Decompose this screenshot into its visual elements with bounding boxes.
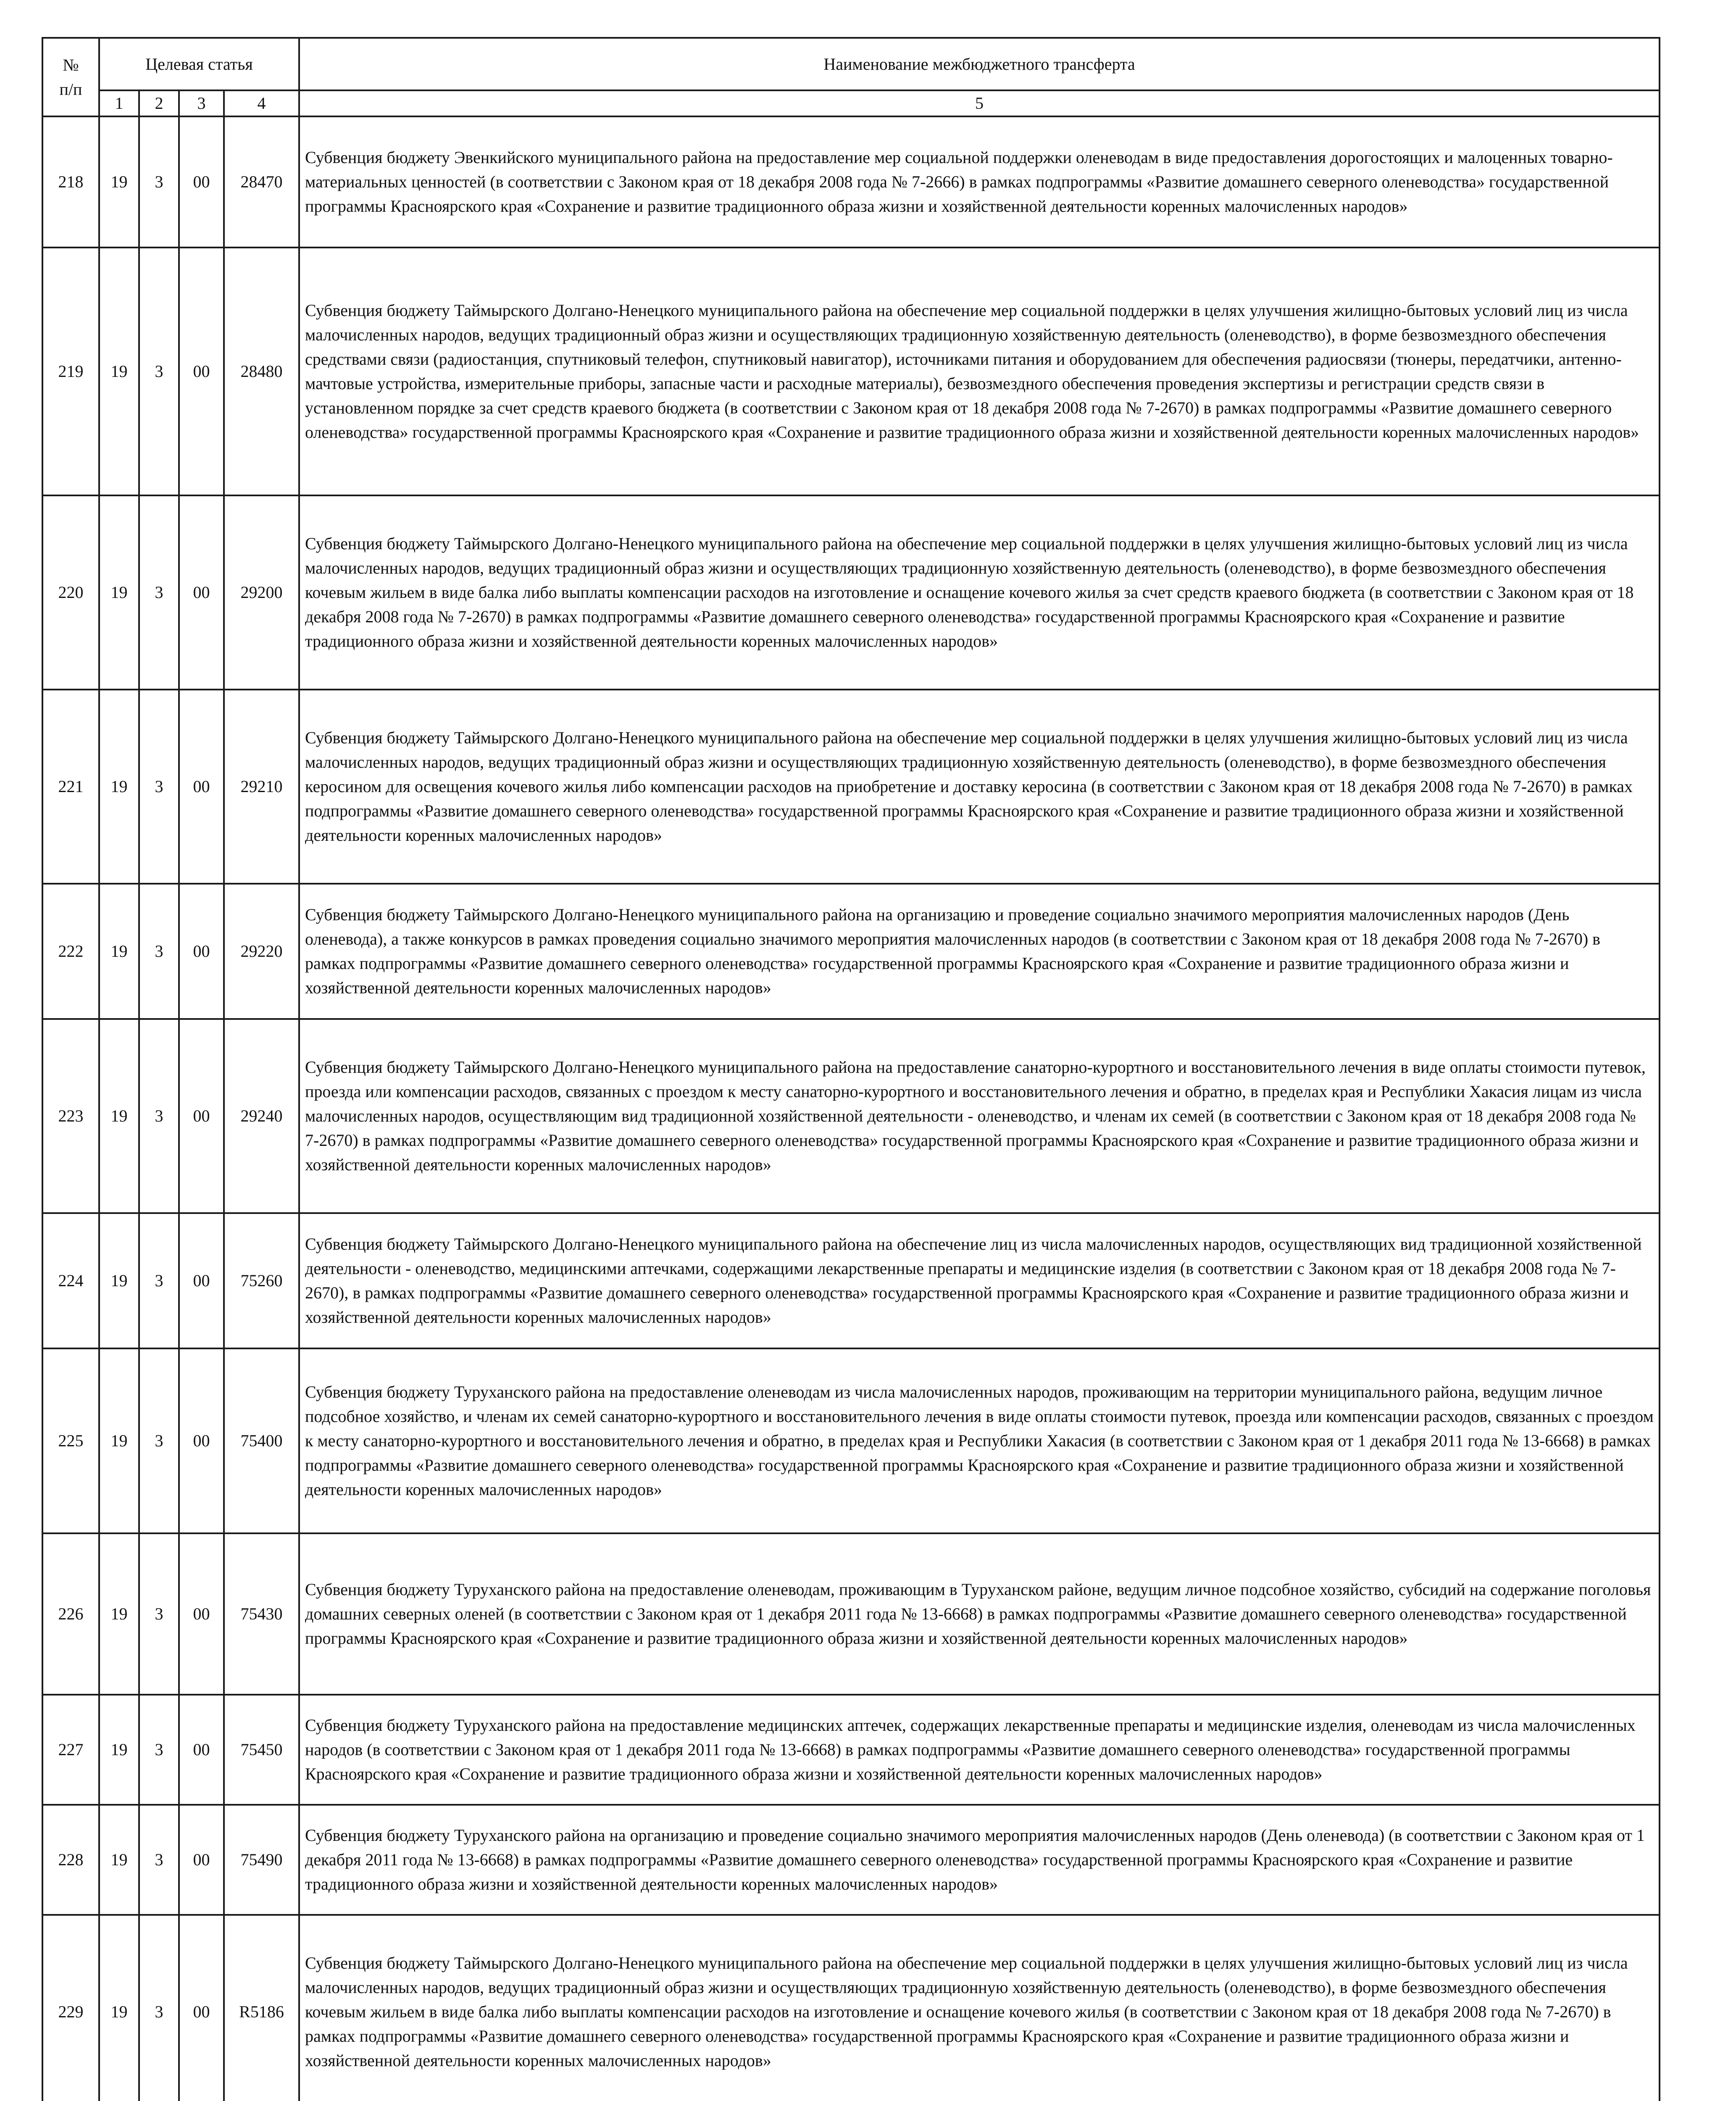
code-part-1: 19	[99, 247, 139, 495]
code-part-2: 3	[139, 247, 179, 495]
code-part-4: 75430	[224, 1533, 299, 1695]
code-part-1: 19	[99, 1213, 139, 1348]
code-part-1: 19	[99, 1533, 139, 1695]
table-row	[42, 247, 1660, 495]
row-number: 223	[42, 1019, 99, 1213]
row-number-label-1: №	[63, 55, 79, 74]
code-part-1: 19	[99, 116, 139, 247]
row-number: 226	[42, 1533, 99, 1695]
transfer-description: Субвенция бюджету Таймырского Долгано-Ненецкого муниципального района на организацию и проведение социально значимого мероприятия малочисленных народов (День оленевода), а также конкурсов в рамках проведения социально значимого мероприятия малочисленных народов (в соответствии с Законом края от 18 декабря 2008 года № 7-2670) в рамках подпрограммы «Развитие домашнего северного оленеводства» государственной программы Красноярского края «Сохранение и развитие традиционного образа жизни и хозяйственной деятельности коренных малочисленных народов»	[299, 884, 1660, 1019]
code-part-1: 19	[99, 1695, 139, 1805]
code-part-1: 19	[99, 690, 139, 884]
transfer-description: Субвенция бюджету Таймырского Долгано-Ненецкого муниципального района на предоставление санаторно-курортного и восстановительного лечения в виде оплаты стоимости путевок, проезда или компенсации расходов, связанных с проездом к месту санаторно-курортного и восстановительного лечения и обратно, в пределах края и Республики Хакасия лицам из числа малочисленных народов, осуществляющим вид традиционной хозяйственной деятельности - оленеводство, и членам их семей (в соответствии с Законом края от 18 декабря 2008 года № 7-2670) в рамках подпрограммы «Развитие домашнего северного оленеводства» государственной программы Красноярского края «Сохранение и развитие традиционного образа жизни и хозяйственной деятельности коренных малочисленных народов»	[299, 1019, 1660, 1213]
transfer-description: Субвенция бюджету Туруханского района на предоставление медицинских аптечек, содержащих лекарственные препараты и медицинские изделия, оленеводам из числа малочисленных народов (в соответствии с Законом края от 1 декабря 2011 года № 13-6668) в рамках подпрограммы «Развитие домашнего северного оленеводства» государственной программы Красноярского края «Сохранение и развитие традиционного образа жизни и хозяйственной деятельности коренных малочисленных народов»	[299, 1695, 1660, 1805]
code-part-3: 00	[179, 247, 224, 495]
column-number-3: 3	[179, 90, 224, 116]
transfer-description: Субвенция бюджету Туруханского района на предоставление оленеводам, проживающим в Туруханском районе, ведущим личное подсобное хозяйство, субсидий на содержание поголовья домашних северных оленей (в соответствии с Законом края от 1 декабря 2011 года № 13-6668) в рамках подпрограммы «Развитие домашнего северного оленеводства» государственной программы Красноярского края «Сохранение и развитие традиционного образа жизни и хозяйственной деятельности коренных малочисленных народов»	[299, 1533, 1660, 1695]
transfer-description: Субвенция бюджету Таймырского Долгано-Ненецкого муниципального района на обеспечение лиц из числа малочисленных народов, осуществляющих вид традиционной хозяйственной деятельности - оленеводство, медицинскими аптечками, содержащими лекарственные препараты и медицинские изделия (в соответствии с Законом края от 18 декабря 2008 года № 7-2670), в рамках подпрограммы «Развитие домашнего северного оленеводства» государственной программы Красноярского края «Сохранение и развитие традиционного образа жизни и хозяйственной деятельности коренных малочисленных народов»	[299, 1213, 1660, 1348]
table-row	[42, 1213, 1660, 1348]
table-row	[42, 1019, 1660, 1213]
code-part-3: 00	[179, 1213, 224, 1348]
transfer-description: Субвенция бюджету Эвенкийского муниципального района на предоставление мер социальной поддержки оленеводам в виде предоставления дорогостоящих и малоценных товарно-материальных ценностей (в соответствии с Законом края от 18 декабря 2008 года № 7-2666) в рамках подпрограммы «Развитие домашнего северного оленеводства» государственной программы Красноярского края «Сохранение и развитие традиционного образа жизни и хозяйственной деятельности коренных малочисленных народов»	[299, 116, 1660, 247]
code-part-3: 00	[179, 884, 224, 1019]
code-part-4: 29240	[224, 1019, 299, 1213]
table-row	[42, 884, 1660, 1019]
table-row	[42, 690, 1660, 884]
code-part-3: 00	[179, 1805, 224, 1915]
table-row	[42, 495, 1660, 690]
transfer-name-header: Наименование межбюджетного трансферта	[299, 38, 1660, 90]
code-part-1: 19	[99, 1019, 139, 1213]
code-part-2: 3	[139, 1695, 179, 1805]
row-number-header	[42, 38, 99, 116]
code-part-1: 19	[99, 1348, 139, 1533]
transfers-table	[42, 37, 1660, 2101]
table-row	[42, 1348, 1660, 1533]
row-number: 222	[42, 884, 99, 1019]
code-part-4: 75400	[224, 1348, 299, 1533]
code-part-3: 00	[179, 1533, 224, 1695]
table-row	[42, 1805, 1660, 1915]
code-part-2: 3	[139, 690, 179, 884]
code-part-2: 3	[139, 1019, 179, 1213]
code-part-2: 3	[139, 1348, 179, 1533]
row-number: 224	[42, 1213, 99, 1348]
code-part-2: 3	[139, 1805, 179, 1915]
table-row	[42, 116, 1660, 247]
code-part-3: 00	[179, 495, 224, 690]
transfer-description: Субвенция бюджету Таймырского Долгано-Ненецкого муниципального района на обеспечение мер социальной поддержки в целях улучшения жилищно-бытовых условий лиц из числа малочисленных народов, ведущих традиционный образ жизни и осуществляющих традиционную хозяйственную деятельность (оленеводство), в форме безвозмездного обеспечения керосином для освещения кочевого жилья либо компенсации расходов на приобретение и доставку керосина (в соответствии с Законом края от 18 декабря 2008 года № 7-2670) в рамках подпрограммы «Развитие домашнего северного оленеводства» государственной программы Красноярского края «Сохранение и развитие традиционного образа жизни и хозяйственной деятельности коренных малочисленных народов»	[299, 690, 1660, 884]
code-part-4: R5186	[224, 1915, 299, 2101]
row-number: 219	[42, 247, 99, 495]
transfer-description: Субвенция бюджету Таймырского Долгано-Ненецкого муниципального района на обеспечение мер социальной поддержки в целях улучшения жилищно-бытовых условий лиц из числа малочисленных народов, ведущих традиционный образ жизни и осуществляющих традиционную хозяйственную деятельность (оленеводство), в форме безвозмездного обеспечения средствами связи (радиостанция, спутниковый телефон, спутниковый навигатор), источниками питания и оборудованием для обеспечения радиосвязи (тюнеры, передатчики, антенно-мачтовые устройства, измерительные приборы, запасные части и расходные материалы), безвозмездного обеспечения проведения экспертизы и регистрации средств связи в установленном порядке за счет средств краевого бюджета (в соответствии с Законом края от 18 декабря 2008 года № 7-2670) в рамках подпрограммы «Развитие домашнего северного оленеводства» государственной программы Красноярского края «Сохранение и развитие традиционного образа жизни и хозяйственной деятельности коренных малочисленных народов»	[299, 247, 1660, 495]
code-part-2: 3	[139, 1533, 179, 1695]
code-part-4: 75450	[224, 1695, 299, 1805]
column-number-2: 2	[139, 90, 179, 116]
column-number-1: 1	[99, 90, 139, 116]
row-number: 227	[42, 1695, 99, 1805]
transfer-description: Субвенция бюджету Таймырского Долгано-Ненецкого муниципального района на обеспечение мер социальной поддержки в целях улучшения жилищно-бытовых условий лиц из числа малочисленных народов, ведущих традиционный образ жизни и осуществляющих традиционную хозяйственную деятельность (оленеводство), в форме безвозмездного обеспечения кочевым жильем в виде балка либо выплаты компенсации расходов на изготовление и оснащение кочевого жилья (в соответствии с Законом края от 18 декабря 2008 года № 7-2670) в рамках подпрограммы «Развитие домашнего северного оленеводства» государственной программы Красноярского края «Сохранение и развитие традиционного образа жизни и хозяйственной деятельности коренных малочисленных народов»	[299, 1915, 1660, 2101]
column-number-4: 4	[224, 90, 299, 116]
table-header	[42, 38, 1660, 116]
table-row	[42, 1915, 1660, 2101]
row-number-label-2: п/п	[59, 79, 82, 99]
code-part-3: 00	[179, 1348, 224, 1533]
row-number: 229	[42, 1915, 99, 2101]
code-part-4: 28480	[224, 247, 299, 495]
transfer-description: Субвенция бюджету Таймырского Долгано-Ненецкого муниципального района на обеспечение мер социальной поддержки в целях улучшения жилищно-бытовых условий лиц из числа малочисленных народов, ведущих традиционный образ жизни и осуществляющих традиционную хозяйственную деятельность (оленеводство), в форме безвозмездного обеспечения кочевым жильем в виде балка либо выплаты компенсации расходов на изготовление и оснащение кочевого жилья за счет средств краевого бюджета (в соответствии с Законом края от 18 декабря 2008 года № 7-2670) в рамках подпрограммы «Развитие домашнего северного оленеводства» государственной программы Красноярского края «Сохранение и развитие традиционного образа жизни и хозяйственной деятельности коренных малочисленных народов»	[299, 495, 1660, 690]
transfer-description: Субвенция бюджету Туруханского района на организацию и проведение социально значимого мероприятия малочисленных народов (День оленевода) (в соответствии с Законом края от 1 декабря 2011 года № 13-6668) в рамках подпрограммы «Развитие домашнего северного оленеводства» государственной программы Красноярского края «Сохранение и развитие традиционного образа жизни и хозяйственной деятельности коренных малочисленных народов»	[299, 1805, 1660, 1915]
code-part-4: 29200	[224, 495, 299, 690]
code-part-4: 29210	[224, 690, 299, 884]
code-part-1: 19	[99, 1805, 139, 1915]
table-body	[42, 116, 1660, 2101]
code-part-4: 29220	[224, 884, 299, 1019]
code-part-3: 00	[179, 690, 224, 884]
code-part-1: 19	[99, 495, 139, 690]
code-part-4: 75260	[224, 1213, 299, 1348]
code-part-4: 75490	[224, 1805, 299, 1915]
row-number: 221	[42, 690, 99, 884]
row-number: 218	[42, 116, 99, 247]
code-part-1: 19	[99, 884, 139, 1019]
row-number: 228	[42, 1805, 99, 1915]
code-part-2: 3	[139, 495, 179, 690]
code-part-3: 00	[179, 1019, 224, 1213]
code-part-2: 3	[139, 116, 179, 247]
row-number: 225	[42, 1348, 99, 1533]
row-number: 220	[42, 495, 99, 690]
column-number-5: 5	[299, 90, 1660, 116]
transfer-description: Субвенция бюджету Туруханского района на предоставление оленеводам из числа малочисленных народов, проживающим на территории муниципального района, ведущим личное подсобное хозяйство, и членам их семей санаторно-курортного и восстановительного лечения в виде оплаты стоимости путевок, проезда или компенсации расходов, связанных с проездом к месту санаторно-курортного и восстановительного лечения и обратно, в пределах края и Республики Хакасия (в соответствии с Законом края от 1 декабря 2011 года № 13-6668) в рамках подпрограммы «Развитие домашнего северного оленеводства» государственной программы Красноярского края «Сохранение и развитие традиционного образа жизни и хозяйственной деятельности коренных малочисленных народов»	[299, 1348, 1660, 1533]
target-article-header: Целевая статья	[99, 38, 299, 90]
code-part-3: 00	[179, 1915, 224, 2101]
table-row	[42, 1533, 1660, 1695]
code-part-2: 3	[139, 884, 179, 1019]
code-part-3: 00	[179, 116, 224, 247]
code-part-2: 3	[139, 1915, 179, 2101]
code-part-4: 28470	[224, 116, 299, 247]
code-part-1: 19	[99, 1915, 139, 2101]
code-part-2: 3	[139, 1213, 179, 1348]
code-part-3: 00	[179, 1695, 224, 1805]
table-row	[42, 1695, 1660, 1805]
